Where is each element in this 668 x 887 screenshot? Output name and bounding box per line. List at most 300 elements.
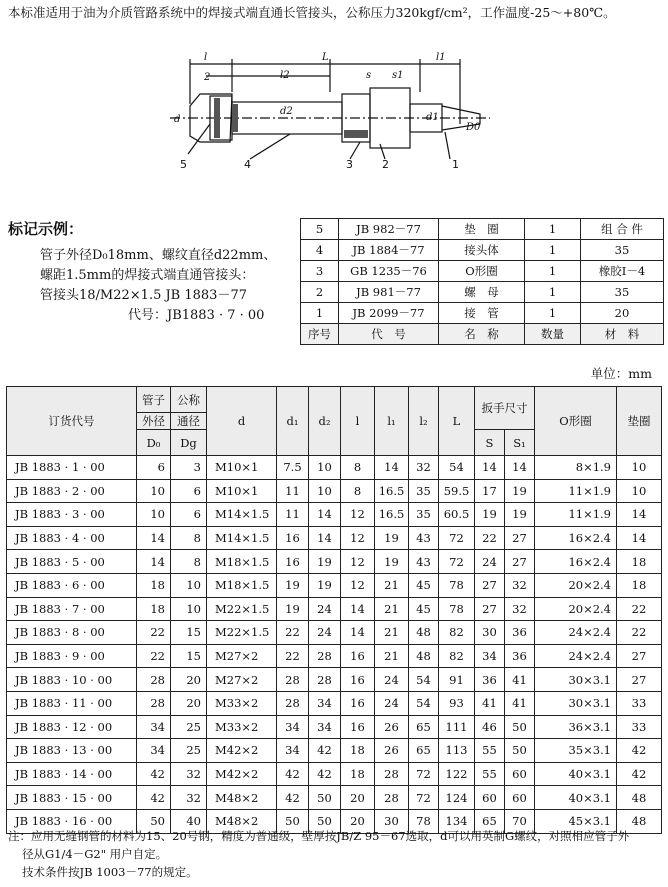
callout-label: 1 [452, 158, 459, 171]
spec-cell: 48 [617, 786, 662, 810]
parts-header-cell: 材 料 [581, 324, 664, 345]
spec-cell: 10 [309, 479, 341, 503]
spec-cell: 32 [171, 786, 207, 810]
spec-cell: 22 [137, 621, 171, 645]
spec-cell: 21 [375, 573, 409, 597]
spec-cell: 42 [137, 762, 171, 786]
spec-cell: 54 [409, 691, 439, 715]
spec-header-row [7, 387, 662, 413]
spec-cell: 42 [617, 762, 662, 786]
spec-cell: JB 1883 · 3 · 00 [7, 503, 137, 527]
spec-cell: 10 [617, 479, 662, 503]
spec-cell: 14 [137, 550, 171, 574]
spec-cell: 82 [439, 621, 475, 645]
table-row [7, 597, 662, 621]
dim-label: d1 [426, 112, 439, 123]
parts-cell: 1 [525, 240, 581, 261]
spec-cell: 34 [137, 739, 171, 763]
header-cell: 扳手尺寸 [475, 387, 535, 430]
spec-cell: 45 [409, 597, 439, 621]
spec-cell: 22 [277, 644, 309, 668]
spec-cell: 34 [309, 691, 341, 715]
parts-cell: 组 合 件 [581, 219, 664, 240]
spec-cell: M14×1.5 [207, 503, 277, 527]
spec-cell: M18×1.5 [207, 550, 277, 574]
table-row [7, 739, 662, 763]
dim-label: s1 [392, 70, 404, 81]
spec-cell: 26 [375, 715, 409, 739]
spec-cell: 48 [409, 621, 439, 645]
spec-cell: 50 [309, 786, 341, 810]
dim-label: 2 [204, 72, 211, 83]
header-cell: L [439, 387, 475, 456]
spec-cell: 11×1.9 [535, 503, 617, 527]
spec-cell: JB 1883 · 1 · 00 [7, 456, 137, 480]
spec-cell: 14 [475, 456, 505, 480]
parts-table [300, 218, 664, 345]
spec-cell: 19 [475, 503, 505, 527]
table-row [7, 503, 662, 527]
spec-cell: 16 [341, 691, 375, 715]
header-cell: S₁ [505, 430, 535, 456]
spec-cell: 42 [309, 762, 341, 786]
spec-cell: 11×1.9 [535, 479, 617, 503]
spec-cell: M42×2 [207, 739, 277, 763]
spec-cell: 21 [375, 621, 409, 645]
parts-cell: 35 [581, 282, 664, 303]
spec-cell: 15 [171, 644, 207, 668]
spec-cell: 18 [137, 597, 171, 621]
spec-cell: 42 [277, 786, 309, 810]
header-cell: S [475, 430, 505, 456]
spec-cell: M14×1.5 [207, 526, 277, 550]
spec-cell: JB 1883 · 14 · 00 [7, 762, 137, 786]
spec-cell: 14 [137, 526, 171, 550]
spec-cell: 16×2.4 [535, 526, 617, 550]
spec-cell: JB 1883 · 12 · 00 [7, 715, 137, 739]
spec-cell: 60.5 [439, 503, 475, 527]
spec-cell: 50 [137, 809, 171, 833]
spec-cell: 34 [277, 715, 309, 739]
spec-cell: 16×2.4 [535, 550, 617, 574]
spec-cell: 34 [277, 739, 309, 763]
spec-cell: 42 [277, 762, 309, 786]
spec-cell: 7.5 [277, 456, 309, 480]
spec-cell: 30 [375, 809, 409, 833]
spec-cell: 12 [341, 526, 375, 550]
callout-label: 4 [244, 158, 251, 171]
spec-cell: 20×2.4 [535, 573, 617, 597]
spec-cell: 91 [439, 668, 475, 692]
callout-label: 5 [180, 158, 187, 171]
spec-cell: 27 [617, 644, 662, 668]
spec-cell: 18 [137, 573, 171, 597]
spec-cell: 46 [475, 715, 505, 739]
parts-cell: 2 [301, 282, 339, 303]
parts-cell: 接头体 [439, 240, 525, 261]
header-cell: d₂ [309, 387, 341, 456]
table-row [7, 691, 662, 715]
spec-cell: 124 [439, 786, 475, 810]
callout-label: 2 [382, 158, 389, 171]
example-line: 管接头18/M22×1.5 JB 1883－77 [40, 288, 247, 303]
spec-cell: 28 [137, 691, 171, 715]
spec-cell: 111 [439, 715, 475, 739]
spec-cell: 19 [309, 550, 341, 574]
spec-cell: M33×2 [207, 715, 277, 739]
spec-cell: 24×2.4 [535, 621, 617, 645]
spec-cell: 65 [475, 809, 505, 833]
spec-cell: 32 [171, 762, 207, 786]
spec-cell: 41 [505, 691, 535, 715]
spec-cell: 72 [439, 550, 475, 574]
spec-cell: 24 [375, 668, 409, 692]
parts-cell: 5 [301, 219, 339, 240]
spec-cell: 27 [505, 550, 535, 574]
header-cell: D₀ [137, 430, 171, 456]
spec-cell: 18 [341, 739, 375, 763]
parts-header-cell: 序号 [301, 324, 339, 345]
spec-cell: JB 1883 · 9 · 00 [7, 644, 137, 668]
spec-cell: 14 [341, 621, 375, 645]
spec-cell: 22 [617, 621, 662, 645]
spec-cell: 45×3.1 [535, 809, 617, 833]
spec-cell: 72 [409, 786, 439, 810]
spec-cell: 27 [505, 526, 535, 550]
spec-cell: 20 [341, 809, 375, 833]
spec-cell: 78 [439, 573, 475, 597]
spec-cell: 16 [341, 644, 375, 668]
spec-cell: 6 [171, 503, 207, 527]
spec-cell: M10×1 [207, 456, 277, 480]
spec-cell: 30 [475, 621, 505, 645]
spec-cell: JB 1883 · 16 · 00 [7, 809, 137, 833]
parts-cell: JB 981－77 [339, 282, 439, 303]
unit-label: 单位：mm [590, 366, 652, 381]
spec-cell: 24 [475, 550, 505, 574]
spec-cell: 36 [505, 621, 535, 645]
parts-cell: 4 [301, 240, 339, 261]
spec-cell: M42×2 [207, 762, 277, 786]
spec-cell: 28 [375, 762, 409, 786]
parts-cell: 1 [525, 303, 581, 324]
spec-cell: 41 [475, 691, 505, 715]
spec-cell: 72 [439, 526, 475, 550]
spec-cell: JB 1883 · 10 · 00 [7, 668, 137, 692]
parts-cell: O形圈 [439, 261, 525, 282]
spec-cell: 10 [137, 479, 171, 503]
spec-cell: JB 1883 · 8 · 00 [7, 621, 137, 645]
header-cell: O形圈 [535, 387, 617, 456]
parts-header-cell: 代 号 [339, 324, 439, 345]
spec-cell: 55 [475, 762, 505, 786]
spec-cell: 50 [505, 739, 535, 763]
spec-cell: 24×2.4 [535, 644, 617, 668]
spec-cell: 27 [617, 668, 662, 692]
parts-cell: JB 2099－77 [339, 303, 439, 324]
spec-cell: 65 [409, 739, 439, 763]
spec-cell: 18 [617, 550, 662, 574]
spec-cell: 54 [409, 668, 439, 692]
spec-cell: 21 [375, 644, 409, 668]
spec-cell: 20 [171, 691, 207, 715]
spec-cell: 34 [309, 715, 341, 739]
header-cell: d [207, 387, 277, 456]
spec-cell: 10 [171, 597, 207, 621]
spec-cell: 45 [409, 573, 439, 597]
spec-cell: 28 [375, 786, 409, 810]
table-row [301, 282, 664, 303]
spec-cell: 21 [375, 597, 409, 621]
spec-cell: 22 [617, 597, 662, 621]
spec-cell: JB 1883 · 2 · 00 [7, 479, 137, 503]
spec-cell: 14 [617, 526, 662, 550]
spec-cell: 14 [341, 597, 375, 621]
header-cell: 管子 [137, 387, 171, 413]
note-line: 注：应用无缝钢管的材料为15、20号钢，精度为普通级，壁厚按JB/Z 95－67选取，d可以用英制G螺纹，对照相应管子外 [8, 829, 630, 843]
parts-cell: 1 [525, 261, 581, 282]
spec-cell: 14 [375, 456, 409, 480]
spec-cell: 12 [341, 503, 375, 527]
spec-cell: 40×3.1 [535, 786, 617, 810]
table-row [7, 668, 662, 692]
spec-cell: 43 [409, 550, 439, 574]
dim-label: D0 [466, 122, 481, 133]
parts-header-cell: 数量 [525, 324, 581, 345]
spec-cell: 14 [309, 526, 341, 550]
spec-cell: 24 [375, 691, 409, 715]
spec-cell: 35×3.1 [535, 739, 617, 763]
spec-cell: JB 1883 · 7 · 00 [7, 597, 137, 621]
example-code: 代号：JB1883 · 7 · 00 [128, 308, 265, 323]
note-line: 技术条件按JB 1003－77的规定。 [22, 865, 198, 879]
spec-cell: 18 [341, 762, 375, 786]
spec-cell: 36 [475, 668, 505, 692]
spec-cell: 36 [505, 644, 535, 668]
spec-cell: 72 [409, 762, 439, 786]
table-row [7, 573, 662, 597]
spec-body [7, 456, 662, 834]
spec-cell: 60 [505, 786, 535, 810]
spec-cell: 19 [375, 550, 409, 574]
spec-cell: 14 [617, 503, 662, 527]
spec-cell: 10 [137, 503, 171, 527]
spec-cell: 16 [277, 550, 309, 574]
spec-cell: 65 [409, 715, 439, 739]
spec-cell: 60 [505, 762, 535, 786]
spec-cell: 6 [137, 456, 171, 480]
spec-cell: 50 [505, 715, 535, 739]
spec-cell: 24 [309, 597, 341, 621]
dim-label: L [322, 52, 329, 63]
spec-cell: 30×3.1 [535, 668, 617, 692]
example-title: 标记示例： [8, 220, 84, 238]
header-cell: d₁ [277, 387, 309, 456]
table-row [301, 219, 664, 240]
spec-cell: M10×1 [207, 479, 277, 503]
spec-cell: 3 [171, 456, 207, 480]
parts-cell: 1 [301, 303, 339, 324]
parts-cell: 垫 圈 [439, 219, 525, 240]
spec-cell: JB 1883 · 11 · 00 [7, 691, 137, 715]
spec-cell: M33×2 [207, 691, 277, 715]
dim-label: l2 [280, 70, 290, 81]
header-cell: l [341, 387, 375, 456]
spec-cell: 18 [617, 573, 662, 597]
note-line: 径从G1/4－G2" 用户自定。 [22, 847, 168, 861]
spec-cell: 40×3.1 [535, 762, 617, 786]
table-row [301, 240, 664, 261]
table-row [7, 526, 662, 550]
spec-cell: 50 [277, 809, 309, 833]
parts-cell: GB 1235－76 [339, 261, 439, 282]
spec-cell: 48 [409, 644, 439, 668]
header-cell: l₁ [375, 387, 409, 456]
spec-cell: 16.5 [375, 503, 409, 527]
dim-label: l [204, 52, 208, 63]
parts-header-row [301, 324, 664, 345]
table-row [7, 715, 662, 739]
spec-cell: 8 [341, 456, 375, 480]
spec-cell: 19 [309, 573, 341, 597]
spec-cell: 82 [439, 644, 475, 668]
spec-cell: 10 [309, 456, 341, 480]
dim-label: d2 [280, 106, 293, 117]
parts-cell: 1 [525, 282, 581, 303]
dim-label: d [174, 114, 181, 125]
spec-cell: 32 [505, 597, 535, 621]
spec-cell: JB 1883 · 5 · 00 [7, 550, 137, 574]
spec-cell: 19 [375, 526, 409, 550]
parts-cell: 橡胶I－4 [581, 261, 664, 282]
spec-cell: 134 [439, 809, 475, 833]
spec-cell: 19 [505, 503, 535, 527]
parts-cell: JB 982－77 [339, 219, 439, 240]
spec-cell: 48 [617, 809, 662, 833]
spec-cell: JB 1883 · 4 · 00 [7, 526, 137, 550]
footnote [8, 827, 664, 881]
spec-cell: 42 [137, 786, 171, 810]
spec-cell: 70 [505, 809, 535, 833]
spec-cell: 10 [617, 456, 662, 480]
spec-cell: M48×2 [207, 786, 277, 810]
spec-cell: 10 [171, 573, 207, 597]
spec-cell: 32 [505, 573, 535, 597]
spec-cell: 32 [409, 456, 439, 480]
spec-cell: 36×3.1 [535, 715, 617, 739]
spec-cell: 41 [505, 668, 535, 692]
dim-label: s [366, 70, 372, 81]
spec-cell: 16.5 [375, 479, 409, 503]
table-row [7, 786, 662, 810]
spec-cell: 27 [475, 597, 505, 621]
spec-cell: 28 [137, 668, 171, 692]
parts-cell: 接 管 [439, 303, 525, 324]
intro-text: 本标准适用于油为介质管路系统中的焊接式端直通长管接头，公称压力320kgf/cm²，工作温度-25～+80℃。 [8, 5, 616, 20]
example-line: 管子外径D₀18mm、螺纹直径d22mm、 [40, 248, 277, 263]
header-cell: l₂ [409, 387, 439, 456]
spec-cell: 34 [475, 644, 505, 668]
spec-cell: 55 [475, 739, 505, 763]
spec-cell: M27×2 [207, 644, 277, 668]
spec-cell: 19 [277, 573, 309, 597]
table-row [7, 621, 662, 645]
spec-cell: 50 [309, 809, 341, 833]
spec-cell: 60 [475, 786, 505, 810]
parts-cell: 3 [301, 261, 339, 282]
table-row [301, 261, 664, 282]
spec-cell: 35 [409, 503, 439, 527]
spec-cell: 8 [341, 479, 375, 503]
spec-cell: 22 [475, 526, 505, 550]
spec-cell: 34 [137, 715, 171, 739]
spec-cell: 16 [277, 526, 309, 550]
spec-cell: 78 [409, 809, 439, 833]
spec-cell: 33 [617, 715, 662, 739]
spec-cell: 28 [277, 691, 309, 715]
spec-table [6, 386, 662, 834]
parts-cell: JB 1884－77 [339, 240, 439, 261]
spec-cell: JB 1883 · 13 · 00 [7, 739, 137, 763]
parts-cell: 20 [581, 303, 664, 324]
spec-cell: 15 [171, 621, 207, 645]
parts-cell: 1 [525, 219, 581, 240]
spec-cell: 16 [341, 715, 375, 739]
table-row [7, 550, 662, 574]
spec-cell: 27 [475, 573, 505, 597]
header-cell: 通径 [171, 413, 207, 430]
parts-cell: 螺 母 [439, 282, 525, 303]
table-row [301, 303, 664, 324]
table-row [7, 762, 662, 786]
spec-cell: M48×2 [207, 809, 277, 833]
spec-cell: M22×1.5 [207, 597, 277, 621]
spec-cell: 28 [309, 644, 341, 668]
spec-cell: JB 1883 · 6 · 00 [7, 573, 137, 597]
table-row [7, 644, 662, 668]
callout-label: 3 [346, 158, 353, 171]
spec-cell: 122 [439, 762, 475, 786]
spec-cell: 54 [439, 456, 475, 480]
spec-cell: 40 [171, 809, 207, 833]
spec-cell: 16 [341, 668, 375, 692]
header-cell: 外径 [137, 413, 171, 430]
spec-cell: M27×2 [207, 668, 277, 692]
header-cell: 垫圈 [617, 387, 662, 456]
fitting-drawing [170, 44, 490, 174]
spec-cell: 25 [171, 715, 207, 739]
spec-cell: 42 [309, 739, 341, 763]
spec-cell: 19 [277, 597, 309, 621]
spec-cell: 28 [309, 668, 341, 692]
parts-cell: 35 [581, 240, 664, 261]
spec-cell: 8×1.9 [535, 456, 617, 480]
spec-cell: 8 [171, 550, 207, 574]
spec-cell: 26 [375, 739, 409, 763]
spec-cell: 17 [475, 479, 505, 503]
spec-cell: 78 [439, 597, 475, 621]
spec-cell: JB 1883 · 15 · 00 [7, 786, 137, 810]
table-row [7, 456, 662, 480]
spec-cell: M18×1.5 [207, 573, 277, 597]
spec-cell: 20×2.4 [535, 597, 617, 621]
spec-cell: 93 [439, 691, 475, 715]
spec-cell: 22 [137, 644, 171, 668]
parts-header-cell: 名 称 [439, 324, 525, 345]
header-cell: 公称 [171, 387, 207, 413]
spec-cell: 33 [617, 691, 662, 715]
spec-cell: 22 [277, 621, 309, 645]
